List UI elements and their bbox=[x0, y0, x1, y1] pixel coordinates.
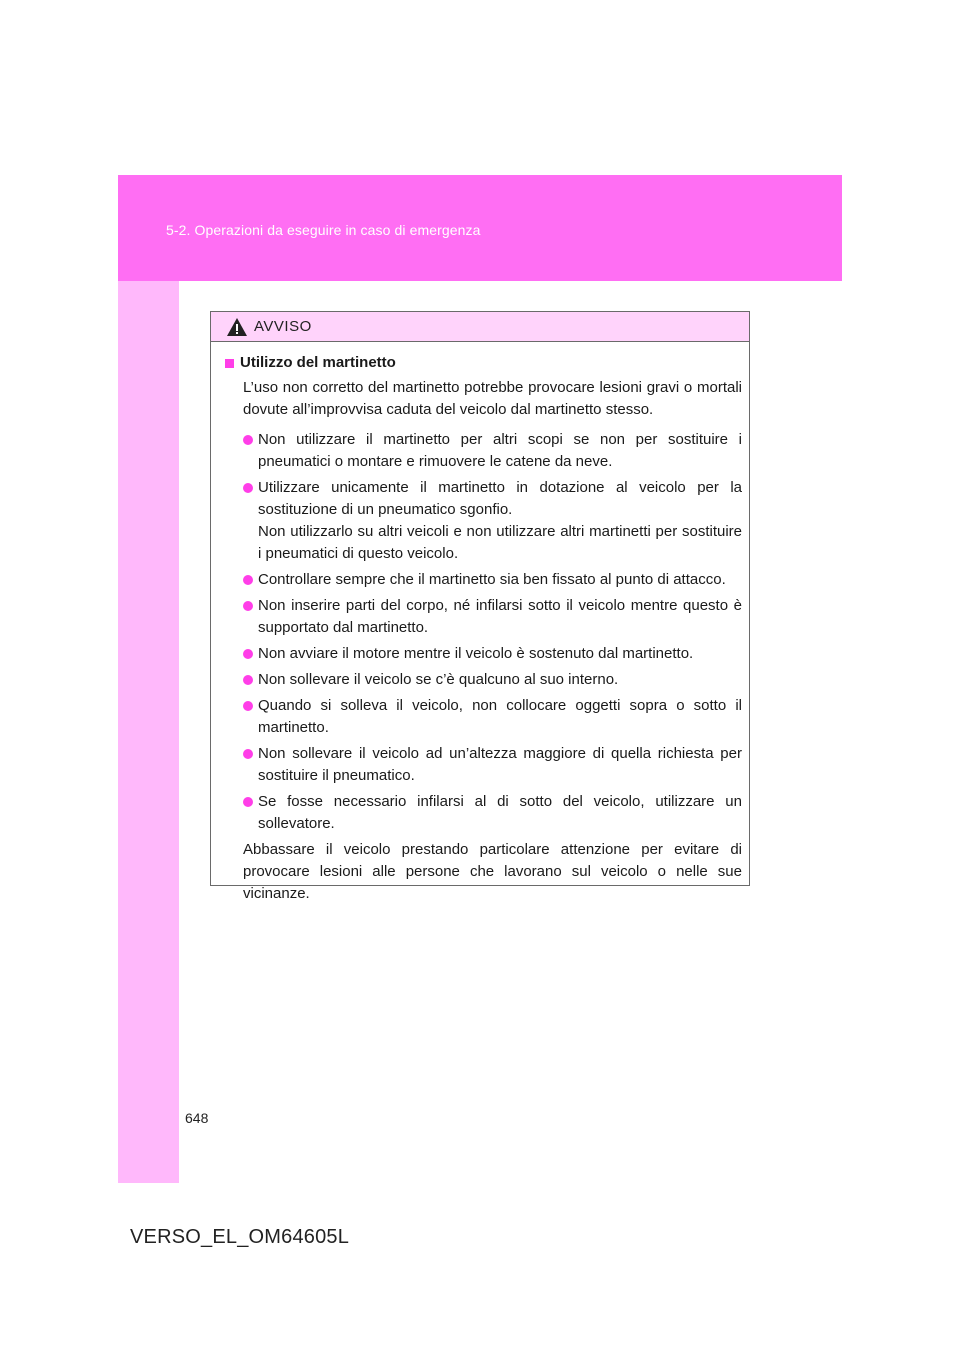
round-bullet-icon bbox=[243, 675, 253, 685]
round-bullet-icon bbox=[243, 601, 253, 611]
warning-heading bbox=[225, 352, 742, 374]
warning-list-item-line: Se fosse necessario infilarsi al di sotto del veicolo, utilizzare un sollevatore. bbox=[258, 793, 742, 832]
warning-heading-text: Utilizzo del martinetto bbox=[240, 354, 396, 371]
warning-list-item-text bbox=[258, 429, 742, 473]
warning-list-item bbox=[225, 477, 742, 565]
warning-list-item-line: Non inserire parti del corpo, né infilarsi sotto il veicolo mentre questo è supportato dal martinetto. bbox=[258, 597, 742, 636]
warning-list-item-line: Non utilizzare il martinetto per altri scopi se non per sostituire i pneumatici o montare e rimuovere le catene da neve. bbox=[258, 431, 742, 470]
warning-list-item-line: Utilizzare unicamente il martinetto in dotazione al veicolo per la sostituzione di un pneumatico sgonfio. bbox=[258, 479, 742, 518]
warning-list-item-text bbox=[258, 695, 742, 739]
warning-triangle-icon bbox=[226, 317, 248, 337]
warning-list-item-line: Non sollevare il veicolo se c’è qualcuno al suo interno. bbox=[258, 671, 619, 688]
warning-list-item-line: Non utilizzarlo su altri veicoli e non utilizzare altri martinetti per sostituire i pneumatici di questo veicolo. bbox=[258, 523, 742, 562]
warning-intro: L’uso non corretto del martinetto potrebbe provocare lesioni gravi o mortali dovute all’improvvisa caduta del veicolo dal martinetto stesso. bbox=[243, 379, 742, 418]
round-bullet-icon bbox=[243, 701, 253, 711]
warning-list-item-text bbox=[258, 643, 742, 665]
round-bullet-icon bbox=[243, 749, 253, 759]
warning-list-item bbox=[225, 429, 742, 473]
warning-header bbox=[211, 312, 749, 342]
warning-list-item bbox=[225, 791, 742, 835]
warning-list-item-text bbox=[258, 477, 742, 565]
warning-closing: Abbassare il veicolo prestando particolare attenzione per evitare di provocare lesioni alle persone che lavorano sul veicolo o nelle sue vicinanze. bbox=[243, 841, 742, 902]
warning-list-item bbox=[225, 643, 742, 665]
warning-label: AVVISO bbox=[254, 318, 312, 335]
document-code: VERSO_EL_OM64605L bbox=[130, 1226, 350, 1248]
round-bullet-icon bbox=[243, 649, 253, 659]
warning-list-item-line: Non avviare il motore mentre il veicolo è sostenuto dal martinetto. bbox=[258, 645, 694, 662]
warning-body bbox=[211, 342, 749, 905]
warning-list-item-text bbox=[258, 569, 742, 591]
round-bullet-icon bbox=[243, 435, 253, 445]
warning-list bbox=[225, 429, 742, 835]
round-bullet-icon bbox=[243, 483, 253, 493]
warning-list-item-line: Controllare sempre che il martinetto sia ben fissato al punto di attacco. bbox=[258, 571, 726, 588]
round-bullet-icon bbox=[243, 575, 253, 585]
warning-list-item-line: Quando si solleva il veicolo, non collocare oggetti sopra o sotto il martinetto. bbox=[258, 697, 742, 736]
warning-list-item bbox=[225, 569, 742, 591]
section-title: 5-2. Operazioni da eseguire in caso di emergenza bbox=[166, 222, 481, 238]
warning-list-item bbox=[225, 595, 742, 639]
warning-list-item bbox=[225, 695, 742, 739]
side-strip bbox=[118, 281, 179, 1183]
warning-list-item-line: Non sollevare il veicolo ad un’altezza maggiore di quella richiesta per sostituire il pneumatico. bbox=[258, 745, 742, 784]
page-number: 648 bbox=[185, 1110, 209, 1126]
round-bullet-icon bbox=[243, 797, 253, 807]
warning-list-item-text bbox=[258, 791, 742, 835]
warning-box bbox=[210, 311, 750, 902]
warning-list-item bbox=[225, 669, 742, 691]
warning-list-item bbox=[225, 743, 742, 787]
square-bullet-icon bbox=[225, 359, 234, 368]
warning-list-item-text bbox=[258, 743, 742, 787]
warning-list-item-text bbox=[258, 669, 742, 691]
warning-list-item-text bbox=[258, 595, 742, 639]
